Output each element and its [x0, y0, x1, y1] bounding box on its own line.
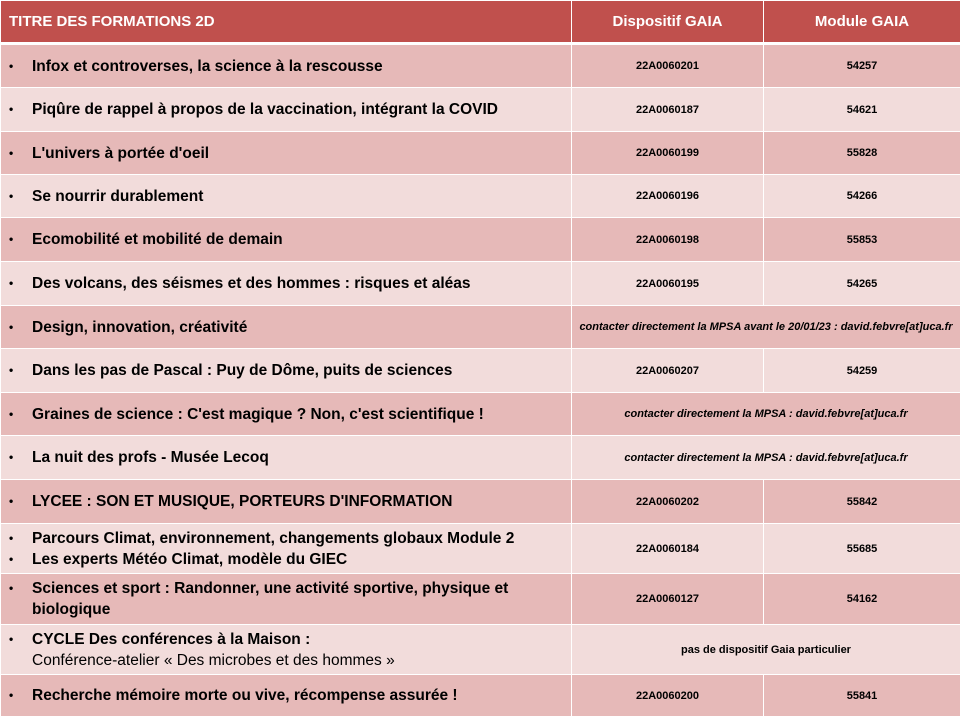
bullet-icon: •	[9, 102, 14, 116]
module-gaia-cell: 55828	[764, 132, 960, 175]
bullet-icon: •	[9, 450, 14, 464]
bullet-icon: •	[9, 631, 14, 646]
column-header-title: TITRE DES FORMATIONS 2D	[1, 1, 572, 44]
formation-title: Piqûre de rappel à propos de la vaccination, intégrant la COVID	[32, 101, 498, 118]
formation-title-line	[9, 229, 571, 250]
formation-title-line	[9, 360, 571, 381]
formation-title-cell	[1, 132, 572, 175]
table-row	[1, 480, 960, 524]
table-header-row	[1, 1, 960, 44]
contact-note: pas de dispositif Gaia particulier	[572, 625, 960, 675]
module-gaia-cell: 55685	[764, 524, 960, 574]
dispositif-gaia-cell: 22A0060187	[572, 88, 764, 132]
table-row	[1, 436, 960, 480]
table-row	[1, 306, 960, 349]
module-gaia-cell: 55842	[764, 480, 960, 524]
formation-title-cell	[1, 218, 572, 262]
bullet-icon: •	[9, 58, 14, 73]
formation-title: Sciences et sport : Randonner, une activité sportive, physique et biologique	[32, 580, 509, 618]
formation-title: Les experts Météo Climat, modèle du GIEC	[32, 550, 348, 568]
formation-subtitle: Conférence-atelier « Des microbes et des hommes »	[32, 651, 395, 669]
formation-title-line	[9, 317, 571, 338]
dispositif-gaia-cell: 22A0060200	[572, 675, 764, 717]
formation-title-line	[9, 629, 571, 650]
module-gaia-cell: 55841	[764, 675, 960, 717]
formation-title: CYCLE Des conférences à la Maison :	[32, 630, 311, 648]
table-row	[1, 44, 960, 88]
table-row	[1, 349, 960, 393]
formation-title: Se nourrir durablement	[32, 187, 204, 205]
column-header-dispositif: Dispositif GAIA	[572, 1, 764, 44]
table-row	[1, 218, 960, 262]
formation-title: Parcours Climat, environnement, changements globaux Module 2	[32, 529, 515, 547]
formation-title: La nuit des profs - Musée Lecoq	[32, 449, 269, 466]
formation-title-line	[9, 447, 571, 468]
formation-title: LYCEE : SON ET MUSIQUE, PORTEURS D'INFORMATION	[32, 493, 453, 510]
formation-title: Dans les pas de Pascal : Puy de Dôme, puits de sciences	[32, 362, 453, 379]
module-gaia-cell: 54259	[764, 349, 960, 393]
module-gaia-cell: 54265	[764, 262, 960, 306]
column-header-module: Module GAIA	[764, 1, 960, 44]
module-gaia-cell: 55853	[764, 218, 960, 262]
bullet-icon: •	[9, 688, 14, 702]
bullet-icon: •	[9, 551, 14, 566]
formation-title-line	[9, 685, 571, 706]
formation-title-cell	[1, 349, 572, 393]
table-row	[1, 262, 960, 306]
formation-title-cell	[1, 625, 572, 675]
dispositif-gaia-cell: 22A0060199	[572, 132, 764, 175]
table-row	[1, 88, 960, 132]
formation-title-cell	[1, 574, 572, 625]
formation-title-cell	[1, 88, 572, 132]
dispositif-gaia-cell: 22A0060198	[572, 218, 764, 262]
bullet-icon: •	[9, 188, 14, 203]
formation-title-line	[9, 578, 571, 620]
module-gaia-cell: 54266	[764, 175, 960, 218]
bullet-icon: •	[9, 530, 14, 545]
formation-title-cell	[1, 480, 572, 524]
formation-title-line	[9, 56, 571, 77]
formation-title: L'univers à portée d'oeil	[32, 144, 210, 162]
formation-title: Design, innovation, créativité	[32, 318, 248, 336]
formation-title-cell	[1, 524, 572, 574]
table-row	[1, 574, 960, 625]
dispositif-gaia-cell: 22A0060201	[572, 44, 764, 88]
formation-title: Recherche mémoire morte ou vive, récompense assurée !	[32, 687, 458, 704]
bullet-icon: •	[9, 581, 14, 595]
formation-title-cell	[1, 175, 572, 218]
dispositif-gaia-cell: 22A0060202	[572, 480, 764, 524]
module-gaia-cell: 54621	[764, 88, 960, 132]
bullet-icon: •	[9, 145, 14, 160]
bullet-icon: •	[9, 363, 14, 377]
formation-title: Ecomobilité et mobilité de demain	[32, 231, 283, 248]
formation-title-line	[9, 273, 571, 294]
formation-title-cell	[1, 436, 572, 480]
table-row	[1, 393, 960, 436]
bullet-icon: •	[9, 406, 14, 421]
bullet-icon: •	[9, 232, 14, 246]
dispositif-gaia-cell: 22A0060195	[572, 262, 764, 306]
formation-title-line	[9, 528, 571, 549]
formation-title-line	[9, 549, 571, 570]
bullet-icon: •	[9, 319, 14, 334]
bullet-icon: •	[9, 276, 14, 290]
table-row	[1, 524, 960, 574]
contact-note: contacter directement la MPSA avant le 20/01/23 : david.febvre[at]uca.fr	[572, 306, 960, 349]
dispositif-gaia-cell: 22A0060127	[572, 574, 764, 625]
formation-title-cell	[1, 675, 572, 717]
formation-title-cell	[1, 393, 572, 436]
dispositif-gaia-cell: 22A0060207	[572, 349, 764, 393]
formation-title: Des volcans, des séismes et des hommes : risques et aléas	[32, 275, 471, 292]
formation-title-cell	[1, 44, 572, 88]
dispositif-gaia-cell: 22A0060196	[572, 175, 764, 218]
formation-title: Infox et controverses, la science à la rescousse	[32, 57, 383, 75]
formation-title-line	[9, 143, 571, 164]
formation-title-line	[9, 404, 571, 425]
table-row	[1, 175, 960, 218]
module-gaia-cell: 54257	[764, 44, 960, 88]
table-row	[1, 625, 960, 675]
table-row	[1, 132, 960, 175]
contact-note: contacter directement la MPSA : david.febvre[at]uca.fr	[572, 393, 960, 436]
formation-title-line	[9, 186, 571, 207]
table-body	[1, 44, 960, 717]
formation-title-line	[9, 491, 571, 512]
dispositif-gaia-cell: 22A0060184	[572, 524, 764, 574]
formation-title-cell	[1, 306, 572, 349]
formation-title-cell	[1, 262, 572, 306]
table-row	[1, 675, 960, 717]
module-gaia-cell: 54162	[764, 574, 960, 625]
formation-title: Graines de science : C'est magique ? Non, c'est scientifique !	[32, 405, 484, 423]
bullet-icon: •	[9, 494, 14, 508]
formation-title-line	[9, 99, 571, 120]
contact-note: contacter directement la MPSA : david.febvre[at]uca.fr	[572, 436, 960, 480]
